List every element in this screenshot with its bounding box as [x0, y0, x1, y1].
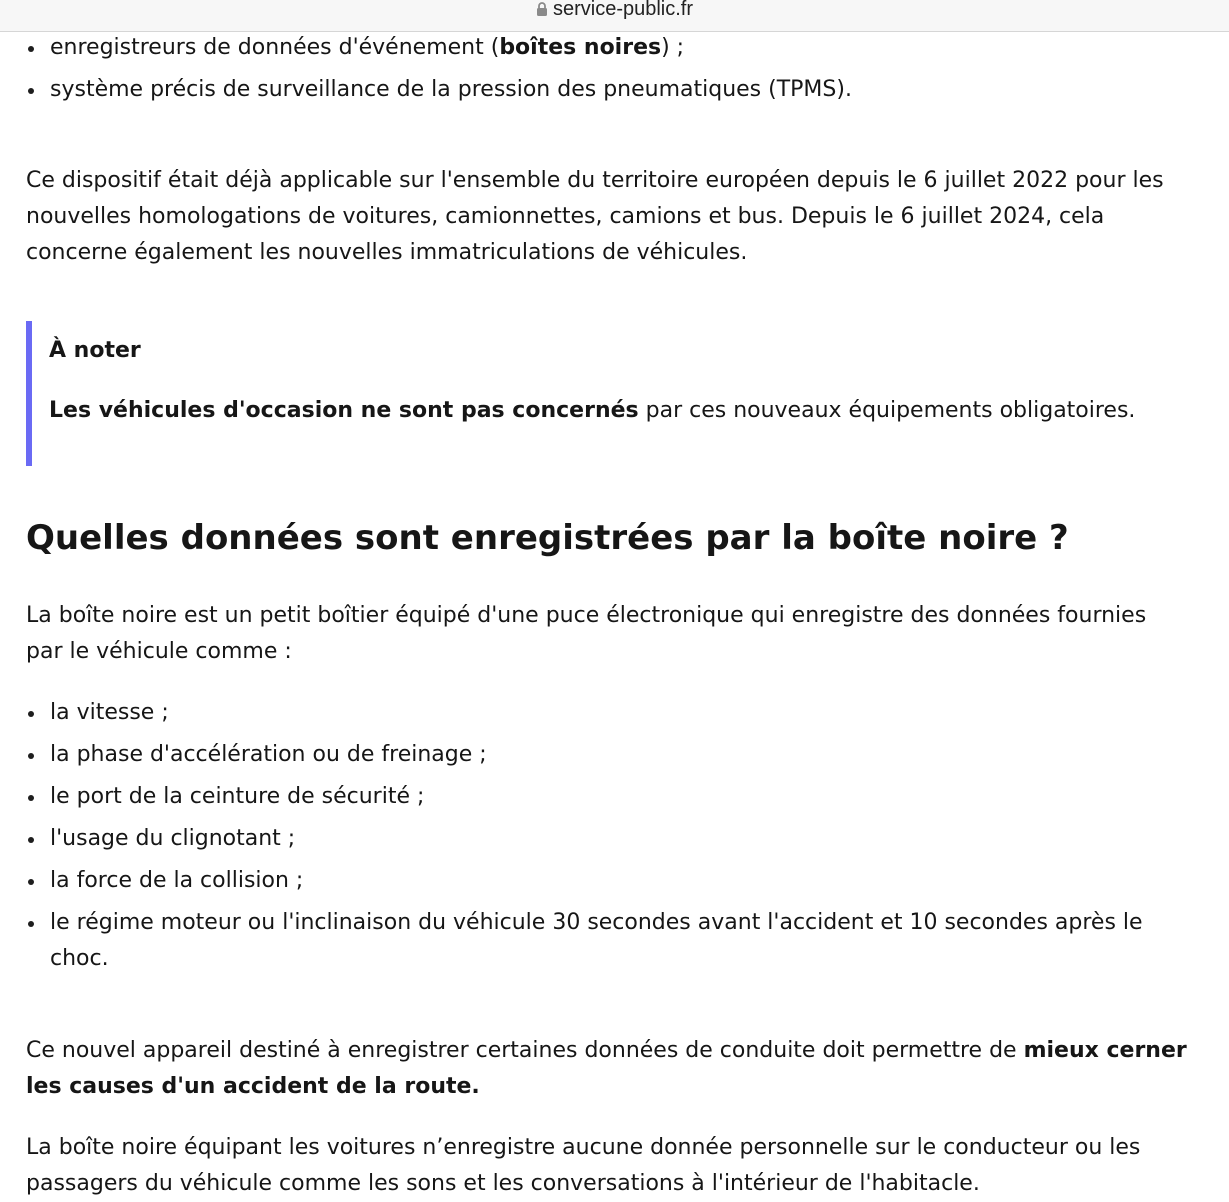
note-title: À noter — [49, 338, 141, 363]
list-item: la phase d'accélération ou de freinage ; — [26, 737, 1143, 773]
url-text: service-public.fr — [552, 0, 694, 20]
list-item: le régime moteur ou l'inclinaison du véhicule 30 secondes avant l'accident et 10 secondes après le choc. — [26, 905, 1143, 977]
intro-paragraph: Ce dispositif était déjà applicable sur l'ensemble du territoire européen depuis le 6 juillet 2022 pour les nouvelles homologations de voitures, camionnettes, camions et bus. Depuis le 6 juillet 2024, cela concerne également les nouvelles immatriculations de véhicules. — [26, 168, 1164, 265]
list-item: système précis de surveillance de la pression des pneumatiques (TPMS). — [26, 72, 852, 108]
list-item: le port de la ceinture de sécurité ; — [26, 779, 1143, 815]
section-intro-paragraph: La boîte noire est un petit boîtier équipé d'une puce électronique qui enregistre des données fournies par le véhicule comme : — [26, 603, 1147, 664]
section-heading: Quelles données sont enregistrées par la boîte noire ? — [26, 518, 1069, 558]
list-item: la force de la collision ; — [26, 863, 1143, 899]
lock-icon — [536, 2, 548, 17]
address-display[interactable] — [536, 0, 693, 21]
equipment-list — [26, 30, 852, 108]
purpose-paragraph: Ce nouvel appareil destiné à enregistrer certaines données de conduite doit permettre de mieux cerner les causes d'un accident de la route. — [26, 1038, 1187, 1099]
browser-address-bar[interactable] — [0, 0, 1229, 32]
list-item: l'usage du clignotant ; — [26, 821, 1143, 857]
list-item: enregistreurs de données d'événement (boîtes noires) ; — [26, 30, 852, 66]
list-item: la vitesse ; — [26, 695, 1143, 731]
note-text: Les véhicules d'occasion ne sont pas concernés par ces nouveaux équipements obligatoires. — [49, 398, 1136, 423]
privacy-paragraph: La boîte noire équipant les voitures n’enregistre aucune donnée personnelle sur le conducteur ou les passagers du véhicule comme les sons et les conversations à l'intérieur de l'habitacle. — [26, 1135, 1141, 1196]
recorded-data-list — [26, 695, 1143, 977]
